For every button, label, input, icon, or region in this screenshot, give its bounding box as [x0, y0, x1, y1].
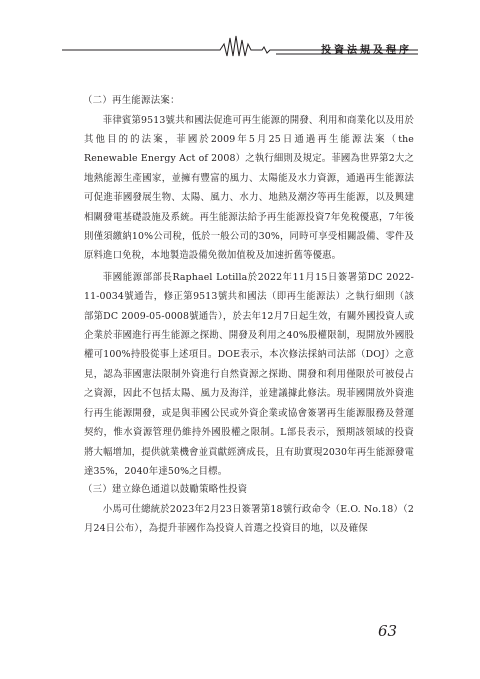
document-body [84, 92, 414, 539]
paragraph-green-lane-eo18: 小馬可仕總統於2023年2月23日簽署第18號行政命令（E.O. No.18）（2月24日公布），為提升菲國作為投資人首選之投資目的地，以及確保 [84, 503, 414, 535]
section-heading-green-lane: （三）建立綠色通道以鼓勵策略性投資 [83, 484, 248, 496]
paragraph-renewable-energy-act-overview: 菲律賓第9513號共和國法促進可再生能源的開發、利用和商業化以及用於其他目的的法案，菲國於2009年5月25日通過再生能源法案（the Renewable Energy Act of 2008）之執行細則及規定。菲國為世界第2大之地熱能源生產國家，並擁有豐富的風力、太陽能及水力資源，通過再生能源法可促進菲國發展生物、太陽、風力、水力、地熱及潮汐等再生能源，以及興建相關發電基礎設施及系統。再生能源法給予再生能源投資7年免稅優惠，7年後則僅須繳納10%公司稅，低於一般公司的30%，同時可享受相關設備、零件及原料進口免稅，本地製造設備免徵加值稅及加速折舊等優惠。 [84, 114, 414, 262]
page-header [62, 30, 418, 60]
page-number: 63 [378, 622, 398, 640]
header-title: 投資法規及程序 [321, 45, 412, 56]
section-heading-renewable-energy-act: （二）再生能源法案： [83, 95, 180, 106]
paragraph-renewable-energy-amendment: 菲國能源部部長Raphael Lotilla於2022年11月15日簽署第DC 2022-11-0034號通告，修正第9513號共和國法（即再生能源法）之執行細則（該部第DC 2009-05-0008號通告），於去年12月7日起生效，有關外國投資人或企業於菲國進行再生能源之探勘、開發及利用之40%股權限制，現開放外國股權可100%持股從事上述項目。DOE表示，本次修法採納司法部（DOJ）之意見，認為菲國憲法限制外資進行自然資源之探勘、開發和利用僅限於可被侵占之資源，因此不包括太陽、風力及海洋，並建議據此修法。現菲國開放外資進行再生能源開發，或是與菲國公民或外資企業或協會簽署再生能源服務及營運契約，惟水資源管理仍維持外國股權之限制。L部長表示，預期該領域的投資將大幅增加，提供就業機會並貢獻經濟成長，且有助實現2030年再生能源發電達35%，2040年達50%之目標。 [84, 271, 414, 477]
